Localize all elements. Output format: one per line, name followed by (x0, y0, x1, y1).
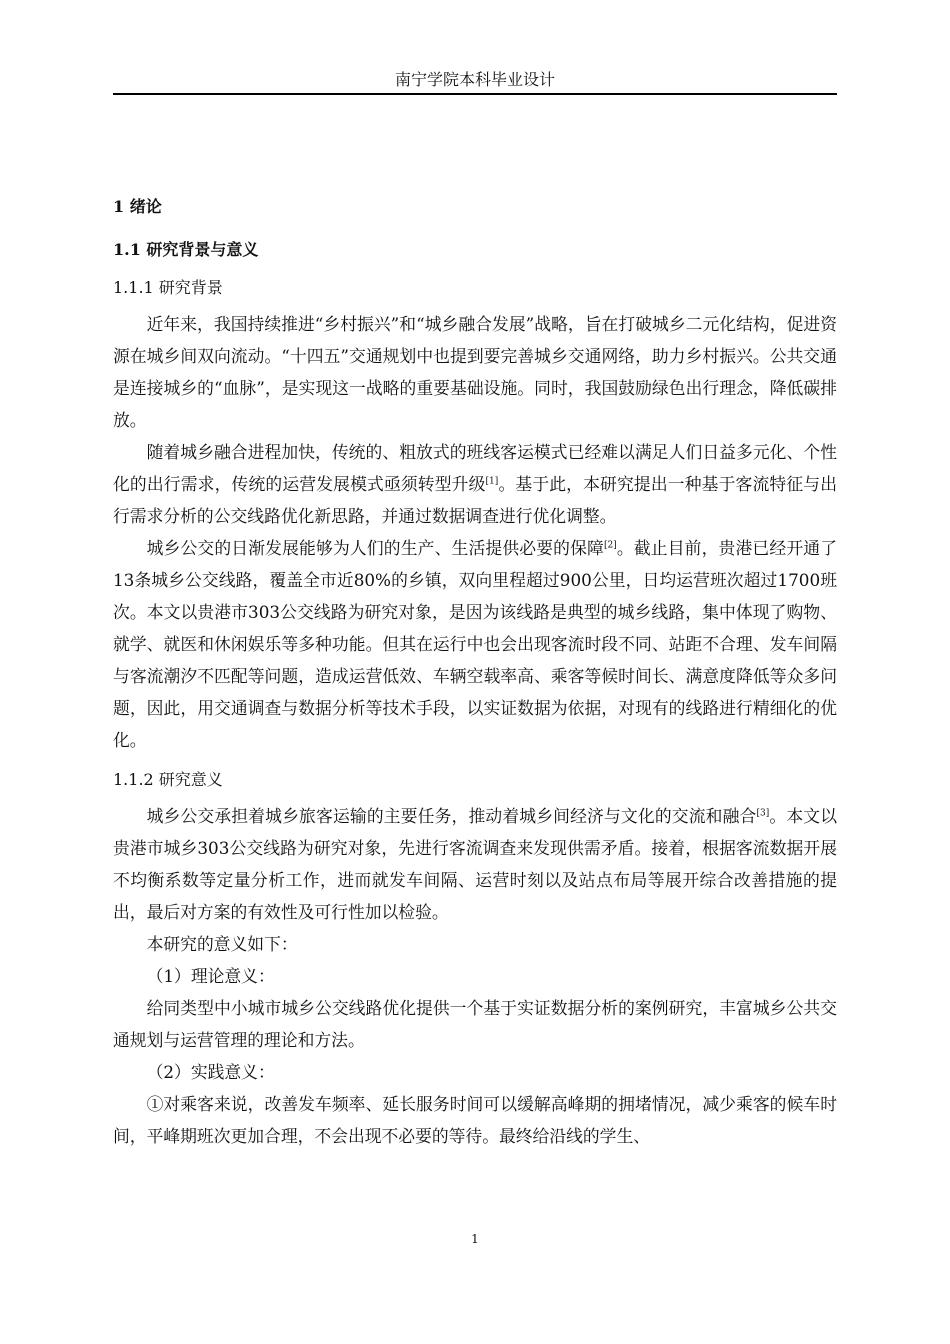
paragraph-3-text-b: 。截止目前，贵港已经开通了13条城乡公交线路，覆盖全市近80%的乡镇，双向里程超过900公里，日均运营班次超过1700班次。本文以贵港市303公交线路为研究对象，是因为该线路是典型的城乡线路，集中体现了购物、就学、就医和休闲娱乐等多种功能。但其在运行中也会出现客流时段不同、站距不合理、发车间隔与客流潮汐不匹配等问题，造成运营低效、车辆空载率高、乘客等候时间长、满意度降低等众多问题，因此，用交通调查与数据分析等技术手段，以实证数据为依据，对现有的线路进行精细化的优化。 (113, 538, 837, 750)
practice-significance-label: （2）实践意义： (146, 1062, 275, 1082)
chapter-heading: 1 绪论 (113, 197, 162, 216)
page-number: 1 (471, 1232, 479, 1246)
paragraph-2-text-b: 。基于此，本研究提出一种基于客流特征与出行需求分析的公交线路优化新思路，并通过数据调查进行优化调整。 (113, 474, 837, 526)
paragraph-2-text-a: 随着城乡融合进程加快，传统的、粗放式的班线客运模式已经难以满足人们日益多元化、个性化的出行需求，传统的运营发展模式亟须转型升级 (113, 442, 837, 494)
paragraph-3 (113, 532, 837, 756)
paragraph-9: ①对乘客来说，改善发车频率、延长服务时间可以缓解高峰期的拥堵情况，减少乘客的候车时间，平峰期班次更加合理，不会出现不必要的等待。最终给沿线的学生、 (113, 1094, 837, 1146)
paragraph-7: 给同类型中小城市城乡公交线路优化提供一个基于实证数据分析的案例研究，丰富城乡公共交通规划与运营管理的理论和方法。 (113, 998, 837, 1050)
paragraph-1: 近年来，我国持续推进“乡村振兴”和“城乡融合发展”战略，旨在打破城乡二元化结构，促进资源在城乡间双向流动。“十四五”交通规划中也提到要完善城乡交通网络，助力乡村振兴。公共交通是连接城乡的“血脉”，是实现这一战略的重要基础设施。同时，我国鼓励绿色出行理念，降低碳排放。 (113, 314, 837, 430)
paragraph-5: 本研究的意义如下： (146, 934, 298, 954)
subsection-heading-significance: 1.1.2 研究意义 (113, 770, 223, 789)
page-header: 南宁学院本科毕业设计 (113, 66, 837, 95)
paragraph-4 (113, 800, 837, 928)
paragraph-2 (113, 436, 837, 532)
subsection-heading-background: 1.1.1 研究背景 (113, 278, 223, 297)
section-heading: 1.1 研究背景与意义 (113, 240, 259, 259)
paragraph-4-text-a: 城乡公交承担着城乡旅客运输的主要任务，推动着城乡间经济与文化的交流和融合 (146, 806, 757, 826)
citation-3: [3] (756, 808, 770, 819)
page-content (113, 192, 837, 1152)
citation-1: [1] (485, 476, 499, 487)
paragraph-3-text-a: 城乡公交的日渐发展能够为人们的生产、生活提供必要的保障 (146, 538, 604, 558)
theory-significance-label: （1）理论意义： (146, 966, 275, 986)
paragraph-4-text-b: 。本文以贵港市城乡303公交线路为研究对象，先进行客流调查来发现供需矛盾。接着，根据客流数据开展不均衡系数等定量分析工作，进而就发车间隔、运营时刻以及站点布局等展开综合改善措施的提出，最后对方案的有效性及可行性加以检验。 (113, 806, 837, 922)
citation-2: [2] (604, 540, 617, 551)
